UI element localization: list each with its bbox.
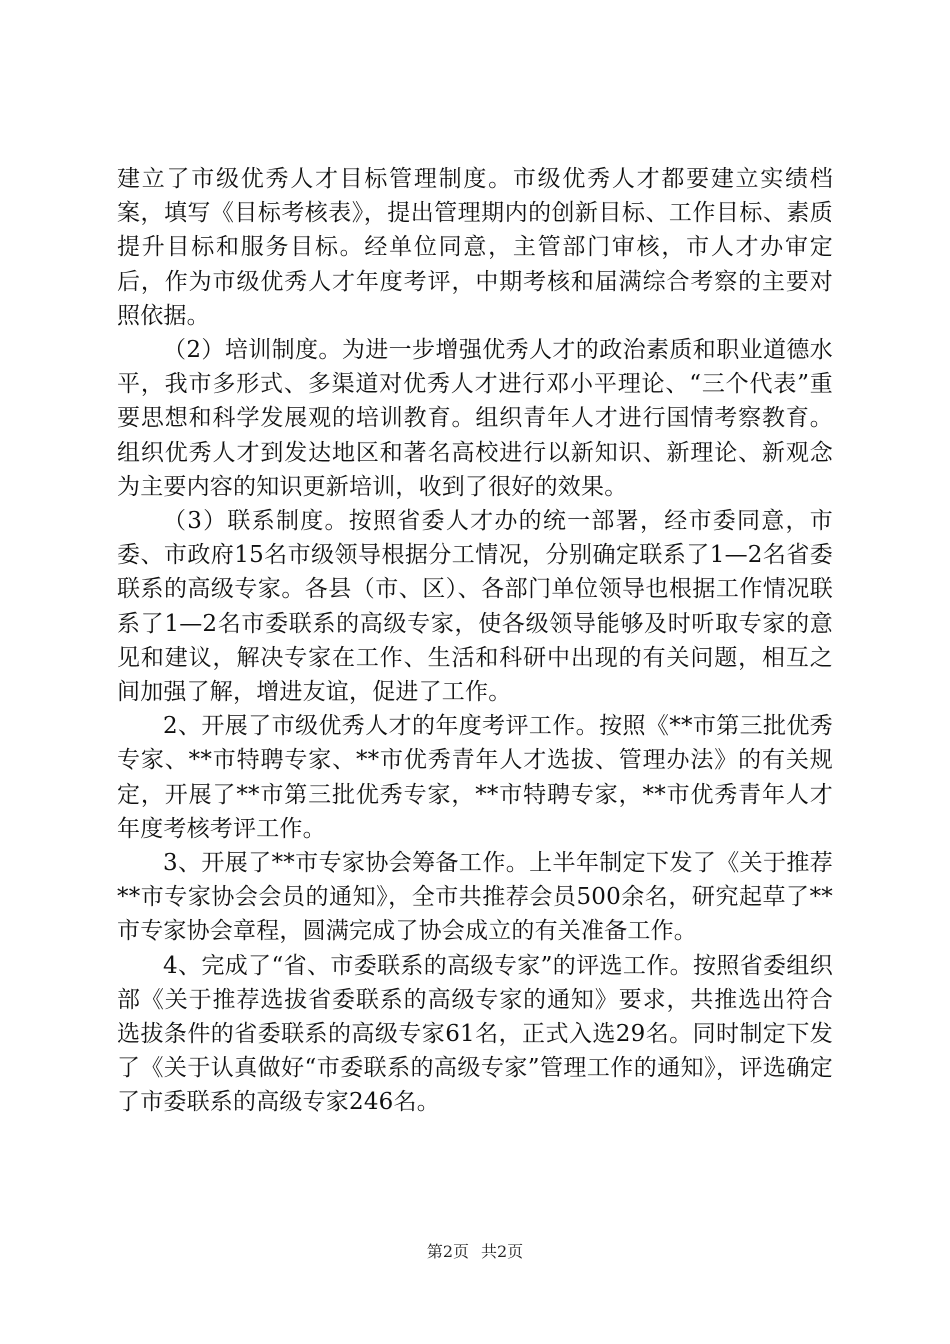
- paragraph-continued: 建立了市级优秀人才目标管理制度。市级优秀人才都要建立实绩档案，填写《目标考核表》，提出管理期内的创新目标、工作目标、素质提升目标和服务目标。经单位同意，主管部门审核，市人才办审定后，作为市级优秀人才年度考评，中期考核和届满综合考察的主要对照依据。: [117, 166, 833, 329]
- paragraph-training-system: （2）培训制度。为进一步增强优秀人才的政治素质和职业道德水平，我市多形式、多渠道对优秀人才进行邓小平理论、“三个代表”重要思想和科学发展观的培训教育。组织青年人才进行国情考察教育。组织优秀人才到发达地区和著名高校进行以新知识、新理论、新观念为主要内容的知识更新培训，收到了很好的效果。: [117, 337, 833, 500]
- document-body: [117, 162, 833, 1120]
- paragraph-annual-evaluation: 2、开展了市级优秀人才的年度考评工作。按照《**市第三批优秀专家、**市特聘专家、**市优秀青年人才选拔、管理办法》的有关规定，开展了**市第三批优秀专家，**市特聘专家，**市优秀青年人才年度考核考评工作。: [117, 713, 833, 842]
- page-total: 共2页: [481, 1242, 524, 1261]
- paragraph-expert-association: 3、开展了**市专家协会筹备工作。上半年制定下发了《关于推荐**市专家协会会员的通知》，全市共推荐会员500余名，研究起草了**市专家协会章程，圆满完成了协会成立的有关准备工作。: [117, 850, 833, 945]
- page-footer: [0, 1241, 950, 1263]
- paragraph-contact-system: （3）联系制度。按照省委人才办的统一部署，经市委同意，市委、市政府15名市级领导根据分工情况，分别确定联系了1—2名省委联系的高级专家。各县（市、区）、各部门单位领导也根据工作情况联系了1—2名市委联系的高级专家，使各级领导能够及时听取专家的意见和建议，解决专家在工作、生活和科研中出现的有关问题，相互之间加强了解，增进友谊，促进了工作。: [117, 508, 833, 706]
- paragraph-senior-expert-selection: 4、完成了“省、市委联系的高级专家”的评选工作。按照省委组织部《关于推荐选拔省委联系的高级专家的通知》要求，共推选出符合选拔条件的省委联系的高级专家61名，正式入选29名。同时制定下发了《关于认真做好“市委联系的高级专家”管理工作的通知》，评选确定了市委联系的高级专家246名。: [117, 952, 833, 1116]
- page-number: 第2页: [426, 1242, 469, 1261]
